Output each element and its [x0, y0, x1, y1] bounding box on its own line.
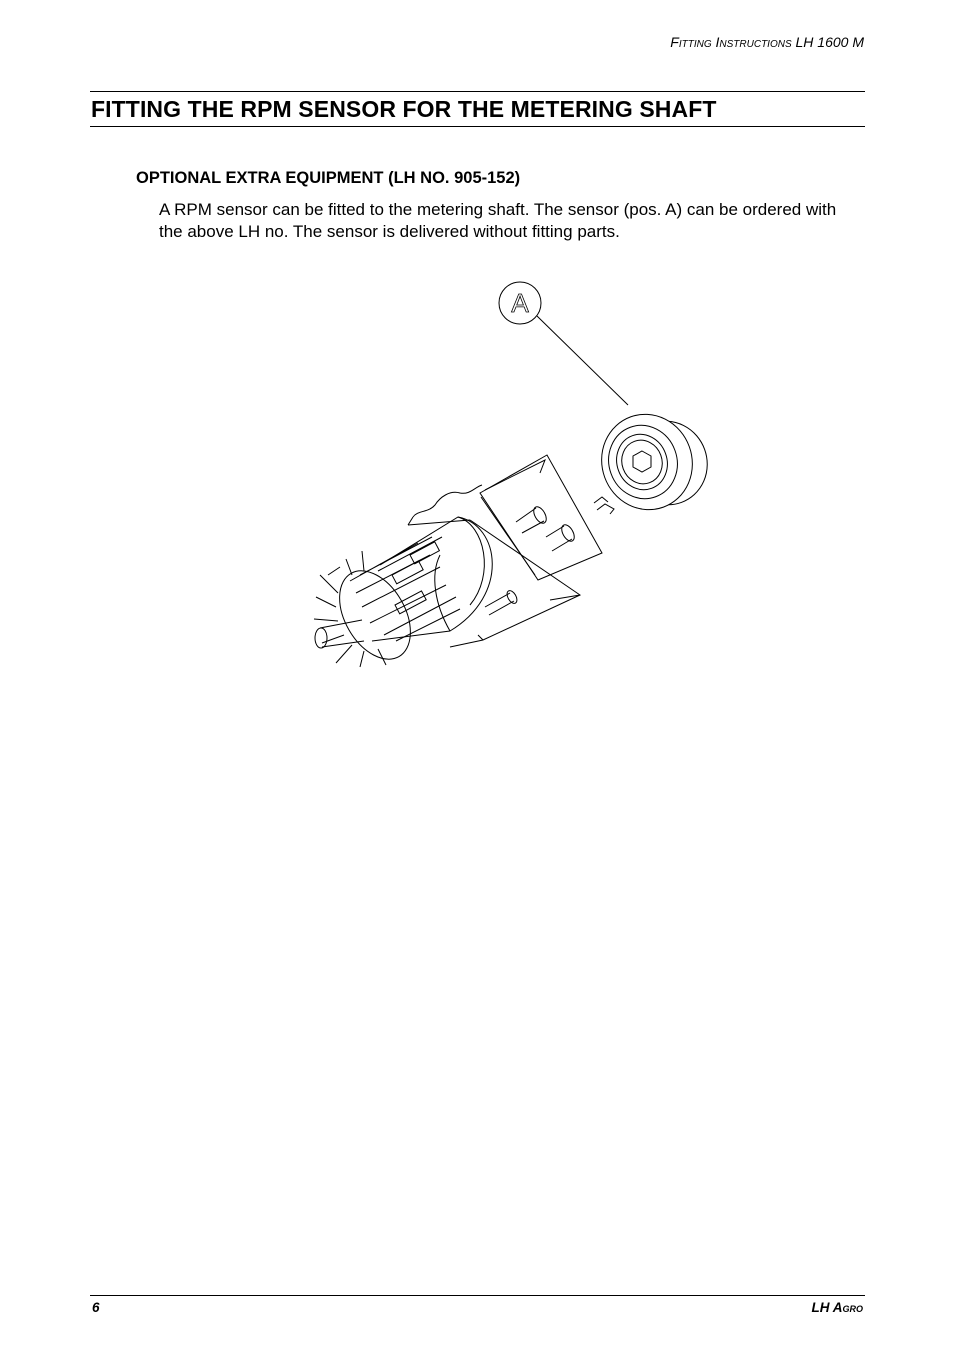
page-number: 6 — [92, 1300, 100, 1315]
title-block — [90, 91, 865, 127]
callout-label: A — [511, 288, 529, 318]
bracket — [408, 455, 602, 647]
shaft — [315, 620, 364, 648]
clip-part — [594, 497, 614, 514]
sensor-figure — [300, 275, 720, 670]
section-heading: OPTIONAL EXTRA EQUIPMENT (LH NO. 905-152) — [136, 169, 521, 187]
sensor-drawing — [300, 275, 720, 670]
rpm-sensor — [588, 402, 719, 523]
footer-brand: LH Agro — [811, 1300, 863, 1315]
page-footer — [90, 1295, 865, 1315]
running-title-smallcaps: Fitting Instructions — [670, 34, 792, 50]
running-header — [670, 34, 864, 50]
leader-line — [537, 316, 628, 405]
running-title-model: LH 1600 M — [791, 34, 864, 50]
page-title: FITTING THE RPM SENSOR FOR THE METERING SHAFT — [91, 96, 717, 122]
body-paragraph: A RPM sensor can be fitted to the metering shaft. The sensor (pos. A) can be ordered with the above LH no. The sensor is delivered without fitting parts. — [159, 200, 837, 241]
